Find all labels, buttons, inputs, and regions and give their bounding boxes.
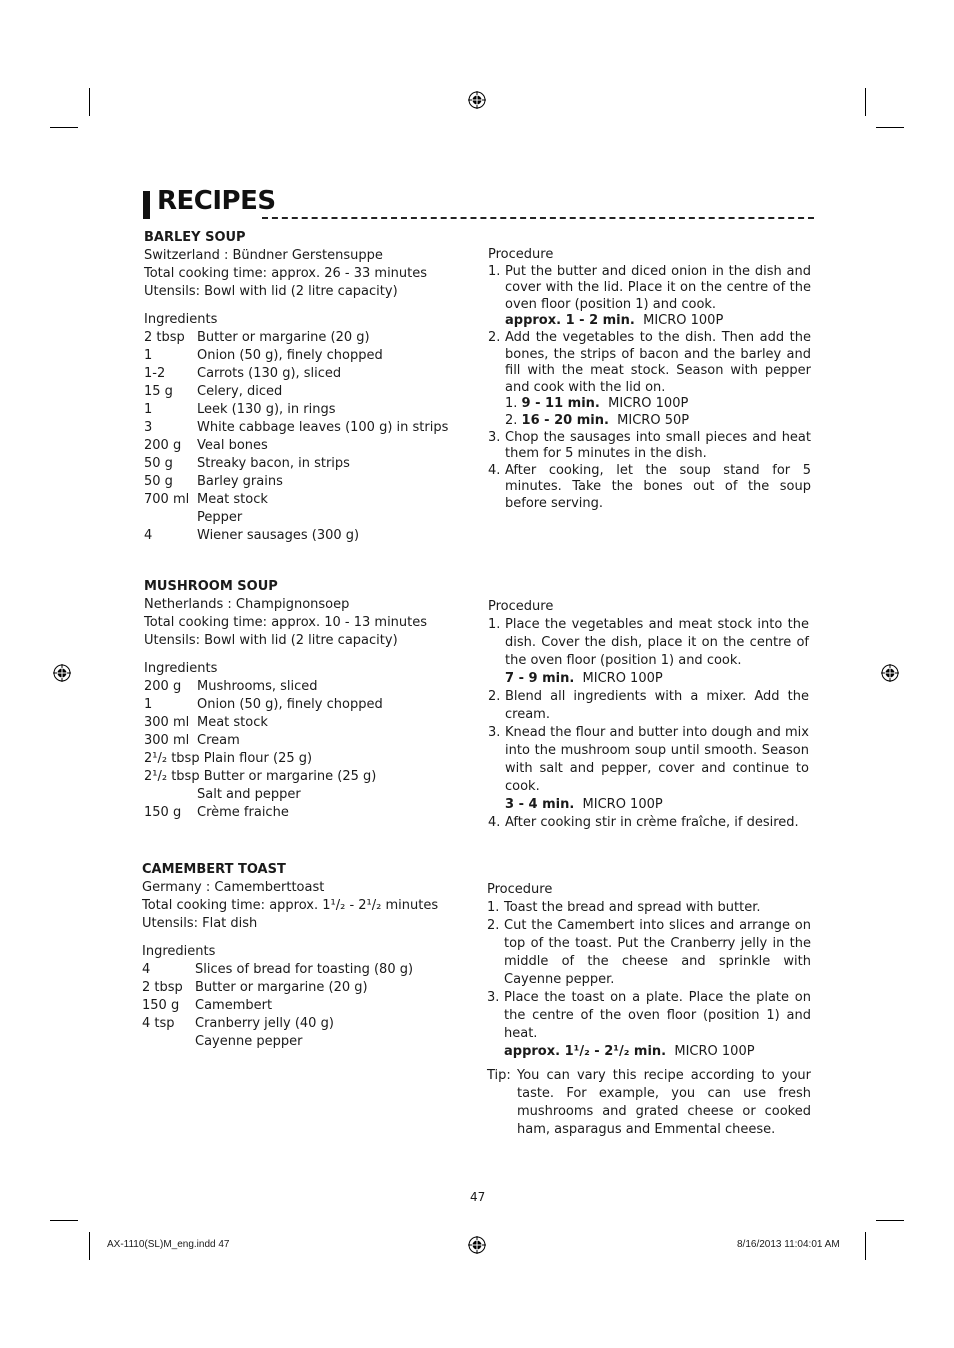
cooking-setting: 7 - 9 min. MICRO 100P	[505, 671, 663, 686]
ingredient-qty: 4	[144, 528, 153, 543]
print-timestamp: 8/16/2013 11:04:01 AM	[737, 1239, 840, 1250]
ingredient-qty: 1	[144, 348, 153, 363]
ingredient-row	[144, 714, 383, 732]
crop-mark	[50, 127, 78, 128]
ingredient-item: Meat stock	[197, 492, 268, 507]
ingredient-row	[144, 437, 448, 455]
ingredient-item: Meat stock	[197, 715, 268, 730]
ingredient-row	[142, 997, 413, 1015]
registration-mark-icon	[468, 91, 486, 109]
cooking-setting: approx. 1¹/₂ - 2¹/₂ min. MICRO 100P	[504, 1044, 755, 1059]
ingredient-qty: 50 g	[144, 456, 173, 471]
procedure-step: 2. Blend all ingredients with a mixer. Add the cream.	[488, 689, 809, 722]
ingredient-item: Cayenne pepper	[195, 1034, 303, 1049]
recipe-utensils: Utensils: Bowl with lid (2 litre capacity)	[144, 633, 398, 648]
crop-mark	[876, 1220, 904, 1221]
ingredient-row	[144, 473, 448, 491]
recipe-cooking-time: Total cooking time: approx. 26 - 33 minutes	[144, 266, 428, 281]
recipe-origin: Switzerland : Bündner Gerstensuppe	[144, 248, 383, 263]
ingredient-row	[144, 401, 448, 419]
page-number: 47	[470, 1190, 486, 1204]
procedure-step: 4. After cooking, let the soup stand for 5 minutes. Take the bones out of the soup before serving.	[488, 462, 811, 511]
recipe-origin: Germany : Camemberttoast	[142, 880, 325, 895]
ingredients-label: Ingredients	[144, 312, 218, 327]
registration-mark-icon	[881, 664, 899, 682]
ingredient-item: White cabbage leaves (100 g) in strips	[197, 420, 449, 435]
ingredient-qty: 1	[144, 697, 153, 712]
procedure-label: Procedure	[488, 247, 554, 262]
cooking-setting: 1. 9 - 11 min. MICRO 100P	[505, 396, 689, 412]
crop-mark	[876, 127, 904, 128]
crop-mark	[865, 1232, 866, 1260]
recipe-title: CAMEMBERT TOAST	[142, 862, 286, 877]
cooking-setting: approx. 1 - 2 min. MICRO 100P	[505, 313, 724, 329]
recipe-cooking-time: Total cooking time: approx. 1¹/₂ - 2¹/₂ minutes	[142, 898, 439, 913]
ingredient-row	[144, 786, 383, 804]
ingredient-item: Cream	[197, 733, 240, 748]
ingredient-qty: 4 tsp	[142, 1016, 175, 1031]
ingredient-row	[144, 419, 448, 437]
ingredient-item: Barley grains	[197, 474, 283, 489]
ingredient-qty: 200 g	[144, 679, 182, 694]
ingredient-row	[144, 347, 448, 365]
recipe-utensils: Utensils: Flat dish	[142, 916, 258, 931]
ingredient-item: Onion (50 g), finely chopped	[197, 348, 383, 363]
ingredients-label: Ingredients	[142, 944, 216, 959]
ingredient-qty: 3	[144, 420, 153, 435]
recipe-mushroom-info	[144, 578, 427, 650]
ingredients-list	[142, 961, 413, 1051]
procedure	[488, 598, 809, 832]
ingredient-row	[144, 329, 448, 347]
procedure-step: 2. Cut the Camembert into slices and arrange on top of the toast. Put the Cranberry jelly in the middle of the cheese and sprinkle with Cayenne pepper.	[487, 918, 811, 987]
cooking-setting: 3 - 4 min. MICRO 100P	[505, 797, 663, 812]
ingredient-item: Pepper	[197, 510, 243, 525]
recipe-camembert-info	[142, 861, 438, 933]
ingredient-item: Mushrooms, sliced	[197, 679, 318, 694]
procedure-step: 4. After cooking stir in crème fraîche, if desired.	[488, 815, 799, 830]
ingredient-qty: 50 g	[144, 474, 173, 489]
ingredient-item: Crème fraiche	[197, 805, 289, 820]
title-accent-bar	[143, 191, 150, 219]
ingredient-qty: 300 ml	[144, 733, 190, 748]
procedure-step: 3. Knead the flour and butter into dough and mix into the mushroom soup until smooth. Season with salt and pepper, cover and continue to cook.	[488, 725, 809, 794]
ingredient-row	[144, 455, 448, 473]
cooking-setting: 2. 16 - 20 min. MICRO 50P	[505, 412, 690, 428]
ingredient-row	[144, 768, 383, 786]
ingredient-row	[142, 1015, 413, 1033]
recipe-tip: Tip: You can vary this recipe according to your taste. For example, you can use fresh mushrooms and grated cheese or cooked ham, asparagus and Emmental cheese.	[487, 1068, 811, 1137]
registration-mark-icon	[53, 664, 71, 682]
ingredient-item: Leek (130 g), in rings	[197, 402, 336, 417]
ingredient-qty: 2 tbsp	[142, 980, 183, 995]
ingredient-item: Plain flour (25 g)	[203, 751, 313, 766]
ingredient-item: Butter or margarine (20 g)	[195, 980, 368, 995]
ingredient-item: Streaky bacon, in strips	[197, 456, 350, 471]
ingredient-qty: 200 g	[144, 438, 182, 453]
recipe-barley-info	[144, 229, 427, 301]
procedure-step: 3. Chop the sausages into small pieces and heat them for 5 minutes in the dish.	[488, 429, 811, 462]
procedure-step: 1. Put the butter and diced onion in the dish and cover with the lid. Place it on the centre of the oven floor (position 1) and cook.	[488, 263, 811, 312]
ingredient-qty: 150 g	[144, 805, 182, 820]
ingredient-row	[144, 491, 448, 509]
procedure	[488, 247, 811, 513]
page-title: RECIPES	[157, 186, 276, 216]
procedure-step: 1. Toast the bread and spread with butter.	[487, 900, 761, 915]
ingredient-item: Cranberry jelly (40 g)	[195, 1016, 334, 1031]
recipe-title: BARLEY SOUP	[144, 230, 246, 245]
ingredient-qty: 700 ml	[144, 492, 190, 507]
ingredient-qty: 1-2	[144, 366, 166, 381]
ingredient-row	[142, 979, 413, 997]
ingredient-item: Carrots (130 g), sliced	[197, 366, 342, 381]
ingredient-row	[144, 750, 383, 768]
ingredient-row	[142, 961, 413, 979]
ingredient-qty: 1	[144, 402, 153, 417]
procedure-label: Procedure	[487, 882, 553, 897]
crop-mark	[89, 1232, 90, 1260]
recipe-title: MUSHROOM SOUP	[144, 579, 278, 594]
ingredients-list	[144, 678, 383, 822]
ingredient-qty: 300 ml	[144, 715, 190, 730]
ingredient-item: Veal bones	[197, 438, 268, 453]
ingredients-list	[144, 329, 448, 545]
ingredient-item: Slices of bread for toasting (80 g)	[195, 962, 414, 977]
ingredient-qty: 4	[142, 962, 151, 977]
ingredient-item: Butter or margarine (25 g)	[203, 769, 377, 784]
ingredient-qty: 2¹/₂ tbsp	[144, 751, 200, 766]
ingredient-row	[144, 383, 448, 401]
ingredient-row	[142, 1033, 413, 1051]
ingredient-row	[144, 732, 383, 750]
ingredient-item: Celery, diced	[197, 384, 283, 399]
procedure	[487, 881, 811, 1139]
procedure-step: 1. Place the vegetables and meat stock into the dish. Cover the dish, place it on the centre of the oven floor (position 1) and cook.	[488, 617, 809, 668]
file-name: AX-1110(SL)M_eng.indd 47	[107, 1239, 230, 1250]
ingredient-row	[144, 696, 383, 714]
procedure-step: 3. Place the toast on a plate. Place the plate on the centre of the oven floor (position 1) and heat.	[487, 990, 811, 1041]
crop-mark	[50, 1220, 78, 1221]
title-divider	[262, 217, 814, 219]
crop-mark	[865, 88, 866, 116]
ingredient-row	[144, 804, 383, 822]
ingredients-label: Ingredients	[144, 661, 218, 676]
ingredient-qty: 15 g	[144, 384, 173, 399]
registration-mark-icon	[468, 1236, 486, 1254]
procedure-label: Procedure	[488, 599, 554, 614]
recipe-origin: Netherlands : Champignonsoep	[144, 597, 350, 612]
ingredient-item: Onion (50 g), finely chopped	[197, 697, 383, 712]
ingredient-item: Wiener sausages (300 g)	[197, 528, 360, 543]
procedure-step: 2. Add the vegetables to the dish. Then add the bones, the strips of bacon and the barley and fill with the meat stock. Season with pepper and cook with the lid on.	[488, 329, 811, 395]
crop-mark	[89, 88, 90, 116]
ingredient-row	[144, 527, 448, 545]
ingredient-qty: 2¹/₂ tbsp	[144, 769, 200, 784]
ingredient-qty: 150 g	[142, 998, 180, 1013]
ingredient-row	[144, 678, 383, 696]
ingredient-row	[144, 509, 448, 527]
ingredient-item: Butter or margarine (20 g)	[197, 330, 370, 345]
recipe-utensils: Utensils: Bowl with lid (2 litre capacity)	[144, 284, 398, 299]
recipe-cooking-time: Total cooking time: approx. 10 - 13 minutes	[144, 615, 428, 630]
ingredient-item: Camembert	[195, 998, 273, 1013]
ingredient-row	[144, 365, 448, 383]
ingredient-qty: 2 tbsp	[144, 330, 185, 345]
ingredient-item: Salt and pepper	[197, 787, 301, 802]
